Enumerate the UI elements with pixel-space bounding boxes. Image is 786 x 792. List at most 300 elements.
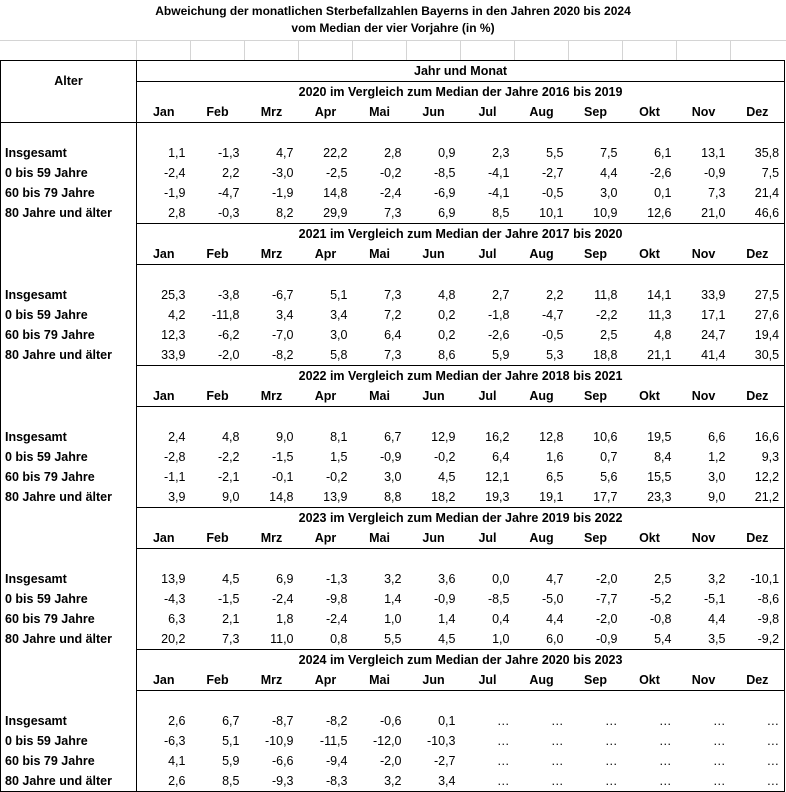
row-label: 0 bis 59 Jahre xyxy=(1,163,137,183)
value-cell: 5,4 xyxy=(654,632,672,646)
value-cell: -0,2 xyxy=(325,470,348,484)
month-header: Jan xyxy=(137,528,191,549)
value-cell: -7,0 xyxy=(271,328,294,342)
value-cell: -10,3 xyxy=(427,734,456,748)
value-cell: -6,2 xyxy=(217,328,240,342)
row-label: Insgesamt xyxy=(1,569,137,589)
month-header: Dez xyxy=(731,528,785,549)
spacer-cell xyxy=(245,549,299,570)
value-cell: 0,4 xyxy=(492,612,510,626)
value-cell: 19,1 xyxy=(539,490,564,504)
spacer-cell xyxy=(407,265,461,286)
value-cell: -6,9 xyxy=(433,186,456,200)
table-body xyxy=(1,61,785,792)
table-row xyxy=(1,751,785,771)
value-cell: … xyxy=(551,734,564,748)
spacer-cell xyxy=(245,265,299,286)
value-cell: -5,0 xyxy=(541,592,564,606)
value-cell: -7,7 xyxy=(595,592,618,606)
row-label: 60 bis 79 Jahre xyxy=(1,325,137,345)
month-header: Aug xyxy=(515,102,569,123)
month-header: Mrz xyxy=(245,528,299,549)
spacer-cell xyxy=(245,407,299,428)
value-cell: … xyxy=(551,754,564,768)
spacer-cell xyxy=(677,265,731,286)
month-header: Mai xyxy=(353,386,407,407)
month-header: Jan xyxy=(137,670,191,691)
value-cell: -10,9 xyxy=(265,734,294,748)
month-header: Feb xyxy=(191,102,245,123)
label-spacer xyxy=(1,549,137,570)
month-header: Nov xyxy=(677,244,731,265)
value-cell: 46,6 xyxy=(731,203,785,224)
value-cell: 14,8 xyxy=(323,186,348,200)
value-cell: 21,2 xyxy=(731,487,785,508)
table-row xyxy=(1,203,785,224)
value-cell: -3,0 xyxy=(271,166,294,180)
value-cell: 0,1 xyxy=(438,714,456,728)
value-cell: -0,2 xyxy=(379,166,402,180)
spacer-cell xyxy=(299,549,353,570)
value-cell: … xyxy=(713,754,726,768)
value-cell: 13,9 xyxy=(161,572,186,586)
label-spacer xyxy=(1,224,137,245)
value-cell: … xyxy=(731,751,785,771)
value-cell: 21,1 xyxy=(647,348,672,362)
value-cell: -2,4 xyxy=(271,592,294,606)
row-label: 60 bis 79 Jahre xyxy=(1,751,137,771)
value-cell: 3,9 xyxy=(168,490,186,504)
month-header: Jul xyxy=(461,244,515,265)
value-cell: 33,9 xyxy=(161,348,186,362)
value-cell: 6,7 xyxy=(384,430,402,444)
table-row xyxy=(1,487,785,508)
spacer-cell xyxy=(407,549,461,570)
row-label: 60 bis 79 Jahre xyxy=(1,467,137,487)
value-cell: 1,8 xyxy=(276,612,294,626)
month-header: Jun xyxy=(407,244,461,265)
value-cell: 18,2 xyxy=(431,490,456,504)
value-cell: 14,8 xyxy=(269,490,294,504)
value-cell: 2,2 xyxy=(222,166,240,180)
value-cell: -0,5 xyxy=(541,186,564,200)
month-header: Jul xyxy=(461,386,515,407)
value-cell: -4,1 xyxy=(487,186,510,200)
row-label: 0 bis 59 Jahre xyxy=(1,305,137,325)
value-cell: 0,9 xyxy=(438,146,456,160)
value-cell: 2,2 xyxy=(546,288,564,302)
spacer-cell xyxy=(137,549,191,570)
label-spacer xyxy=(1,244,137,265)
value-cell: -9,3 xyxy=(245,771,299,792)
value-cell: … xyxy=(551,714,564,728)
spacer-cell xyxy=(353,549,407,570)
value-cell: 0,2 xyxy=(438,328,456,342)
spacer-cell xyxy=(353,265,407,286)
label-spacer xyxy=(1,386,137,407)
table-row xyxy=(1,731,785,751)
column-header-jahr-und-monat: Jahr und Monat xyxy=(137,61,785,82)
month-header: Sep xyxy=(569,386,623,407)
month-header: Dez xyxy=(731,244,785,265)
value-cell: 3,0 xyxy=(600,186,618,200)
value-cell: 6,6 xyxy=(708,430,726,444)
value-cell: 19,5 xyxy=(647,430,672,444)
month-header: Jun xyxy=(407,670,461,691)
row-label: Insgesamt xyxy=(1,427,137,447)
section-title: 2023 im Vergleich zum Median der Jahre 2019 bis 2022 xyxy=(137,508,785,529)
value-cell: -9,4 xyxy=(325,754,348,768)
spacer-cell xyxy=(623,123,677,144)
table-row xyxy=(1,305,785,325)
value-cell: -0,2 xyxy=(433,450,456,464)
table-row xyxy=(1,467,785,487)
spacer-cell xyxy=(515,407,569,428)
month-header: Okt xyxy=(623,244,677,265)
value-cell: -9,2 xyxy=(731,629,785,650)
table-row xyxy=(1,325,785,345)
value-cell: 5,5 xyxy=(384,632,402,646)
value-cell: 2,6 xyxy=(137,771,191,792)
value-cell: 21,4 xyxy=(731,183,785,203)
value-cell: 4,7 xyxy=(546,572,564,586)
month-header: Apr xyxy=(299,528,353,549)
value-cell: 5,1 xyxy=(330,288,348,302)
value-cell: 29,9 xyxy=(323,206,348,220)
month-header: Mai xyxy=(353,244,407,265)
value-cell: 2,4 xyxy=(168,430,186,444)
value-cell: 5,3 xyxy=(546,348,564,362)
table-row xyxy=(1,427,785,447)
month-header: Okt xyxy=(623,528,677,549)
spacer-cell xyxy=(461,265,515,286)
value-cell: 18,8 xyxy=(593,348,618,362)
value-cell: -2,6 xyxy=(487,328,510,342)
value-cell: -8,2 xyxy=(271,348,294,362)
value-cell: 7,3 xyxy=(222,632,240,646)
value-cell: 11,0 xyxy=(270,632,294,646)
value-cell: … xyxy=(731,771,785,792)
value-cell: -0,1 xyxy=(271,470,294,484)
label-spacer xyxy=(1,691,137,712)
value-cell: … xyxy=(659,734,672,748)
value-cell: 8,5 xyxy=(191,771,245,792)
value-cell: -11,8 xyxy=(211,308,240,322)
table-row xyxy=(1,447,785,467)
value-cell: 3,0 xyxy=(330,328,348,342)
spacer-cell xyxy=(299,265,353,286)
title-line-1: Abweichung der monatlichen Sterbefallzahlen Bayerns in den Jahren 2020 bis 2024 xyxy=(155,4,631,18)
value-cell: 16,6 xyxy=(731,427,785,447)
value-cell: 7,2 xyxy=(384,308,402,322)
value-cell: -1,3 xyxy=(217,146,240,160)
spacer-cell xyxy=(407,123,461,144)
spacer-cell xyxy=(677,407,731,428)
spacer-cell xyxy=(137,265,191,286)
value-cell: -0,8 xyxy=(649,612,672,626)
month-header: Nov xyxy=(677,670,731,691)
spacer-cell xyxy=(731,691,785,712)
value-cell: 8,1 xyxy=(330,430,348,444)
value-cell: 0,8 xyxy=(330,632,348,646)
value-cell: 12,2 xyxy=(731,467,785,487)
label-spacer xyxy=(1,670,137,691)
value-cell: 19,3 xyxy=(485,490,510,504)
value-cell: -2,4 xyxy=(325,612,348,626)
row-label: 0 bis 59 Jahre xyxy=(1,589,137,609)
value-cell: -2,1 xyxy=(217,470,240,484)
month-header: Okt xyxy=(623,670,677,691)
value-cell: 24,7 xyxy=(701,328,726,342)
value-cell: 9,0 xyxy=(276,430,294,444)
month-header: Sep xyxy=(569,102,623,123)
table-row xyxy=(1,143,785,163)
value-cell: 6,9 xyxy=(438,206,456,220)
value-cell: 0,2 xyxy=(438,308,456,322)
spacer-cell xyxy=(299,123,353,144)
value-cell: -0,9 xyxy=(433,592,456,606)
month-header: Aug xyxy=(515,670,569,691)
value-cell: -10,1 xyxy=(731,569,785,589)
month-header: Feb xyxy=(191,386,245,407)
value-cell: -4,7 xyxy=(541,308,564,322)
value-cell: 4,1 xyxy=(168,754,186,768)
value-cell: -8,7 xyxy=(271,714,294,728)
value-cell: 11,3 xyxy=(648,308,672,322)
value-cell: 7,5 xyxy=(731,163,785,183)
label-spacer xyxy=(1,366,137,387)
month-header: Dez xyxy=(731,670,785,691)
value-cell: -2,0 xyxy=(217,348,240,362)
value-cell: 35,8 xyxy=(731,143,785,163)
value-cell: 17,7 xyxy=(593,490,618,504)
value-cell: 3,4 xyxy=(407,771,461,792)
value-cell: 3,2 xyxy=(708,572,726,586)
spacer-cell xyxy=(623,407,677,428)
value-cell: 8,5 xyxy=(492,206,510,220)
value-cell: … xyxy=(731,731,785,751)
month-header: Okt xyxy=(623,102,677,123)
value-cell: 4,2 xyxy=(168,308,186,322)
value-cell: … xyxy=(605,754,618,768)
value-cell: 0,1 xyxy=(654,186,672,200)
value-cell: … xyxy=(713,734,726,748)
value-cell: 11,8 xyxy=(594,288,618,302)
spacer-cell xyxy=(353,123,407,144)
spacer-cell xyxy=(191,123,245,144)
spacer-cell xyxy=(569,549,623,570)
spacer-cell xyxy=(191,407,245,428)
value-cell: 2,3 xyxy=(492,146,510,160)
month-header: Mai xyxy=(353,102,407,123)
value-cell: 22,2 xyxy=(323,146,348,160)
value-cell: 2,8 xyxy=(168,206,186,220)
value-cell: 8,4 xyxy=(654,450,672,464)
month-header: Feb xyxy=(191,244,245,265)
table-row xyxy=(1,711,785,731)
value-cell: 8,6 xyxy=(438,348,456,362)
month-header: Jul xyxy=(461,528,515,549)
value-cell: -0,6 xyxy=(379,714,402,728)
value-cell: -9,8 xyxy=(325,592,348,606)
value-cell: 7,5 xyxy=(600,146,618,160)
spacer-cell xyxy=(731,265,785,286)
value-cell: 6,9 xyxy=(276,572,294,586)
value-cell: 2,8 xyxy=(384,146,402,160)
spacer-cell xyxy=(731,549,785,570)
spacer-cell xyxy=(515,691,569,712)
value-cell: … xyxy=(497,734,510,748)
value-cell: 13,9 xyxy=(323,490,348,504)
value-cell: -8,6 xyxy=(731,589,785,609)
spacer-cell xyxy=(245,123,299,144)
month-header: Mrz xyxy=(245,102,299,123)
value-cell: 1,0 xyxy=(492,632,510,646)
value-cell: -1,9 xyxy=(271,186,294,200)
month-header: Mai xyxy=(353,670,407,691)
value-cell: 2,6 xyxy=(168,714,186,728)
spacer-cell xyxy=(515,549,569,570)
value-cell: -4,7 xyxy=(217,186,240,200)
value-cell: 7,3 xyxy=(384,348,402,362)
row-label: Insgesamt xyxy=(1,711,137,731)
value-cell: -3,8 xyxy=(217,288,240,302)
row-label: 80 Jahre und älter xyxy=(1,629,137,650)
spacer-cell xyxy=(353,407,407,428)
spacer-cell xyxy=(623,265,677,286)
value-cell: 1,6 xyxy=(546,450,564,464)
value-cell: 8,2 xyxy=(276,206,294,220)
value-cell: 27,5 xyxy=(731,285,785,305)
value-cell: 21,0 xyxy=(701,206,726,220)
section-title: 2020 im Vergleich zum Median der Jahre 2016 bis 2019 xyxy=(137,82,785,103)
spacer-cell xyxy=(407,691,461,712)
spacer-cell xyxy=(731,407,785,428)
value-cell: 9,0 xyxy=(708,490,726,504)
spacer-cell xyxy=(677,123,731,144)
spacer-cell xyxy=(245,691,299,712)
value-cell: 4,8 xyxy=(438,288,456,302)
value-cell: 1,5 xyxy=(330,450,348,464)
value-cell: … xyxy=(497,754,510,768)
label-spacer xyxy=(1,123,137,144)
value-cell: … xyxy=(605,714,618,728)
value-cell: -1,8 xyxy=(487,308,510,322)
value-cell: 3,0 xyxy=(708,470,726,484)
value-cell: -4,1 xyxy=(487,166,510,180)
value-cell: -0,3 xyxy=(217,206,240,220)
spacer-cell xyxy=(137,407,191,428)
label-spacer xyxy=(1,265,137,286)
value-cell: -2,7 xyxy=(541,166,564,180)
value-cell: -9,8 xyxy=(731,609,785,629)
value-cell: -8,5 xyxy=(433,166,456,180)
section-title: 2024 im Vergleich zum Median der Jahre 2020 bis 2023 xyxy=(137,650,785,671)
table-row xyxy=(1,629,785,650)
month-header: Aug xyxy=(515,244,569,265)
value-cell: -2,0 xyxy=(595,572,618,586)
value-cell: 2,5 xyxy=(600,328,618,342)
month-header: Mrz xyxy=(245,386,299,407)
month-header: Mai xyxy=(353,528,407,549)
spacer-cell xyxy=(299,407,353,428)
month-header: Apr xyxy=(299,670,353,691)
month-header: Nov xyxy=(677,386,731,407)
month-header: Jan xyxy=(137,102,191,123)
table-row xyxy=(1,285,785,305)
spacer-cell xyxy=(191,691,245,712)
table-row xyxy=(1,163,785,183)
value-cell: 5,9 xyxy=(492,348,510,362)
value-cell: … xyxy=(659,714,672,728)
value-cell: 41,4 xyxy=(701,348,726,362)
value-cell: -6,7 xyxy=(271,288,294,302)
month-header: Jan xyxy=(137,386,191,407)
value-cell: 30,5 xyxy=(731,345,785,366)
spacer-cell xyxy=(515,265,569,286)
value-cell: 5,8 xyxy=(330,348,348,362)
month-header: Sep xyxy=(569,528,623,549)
month-header: Apr xyxy=(299,386,353,407)
value-cell: 4,5 xyxy=(438,470,456,484)
month-header: Jul xyxy=(461,670,515,691)
value-cell: 2,1 xyxy=(222,612,240,626)
value-cell: … xyxy=(677,771,731,792)
value-cell: 2,5 xyxy=(654,572,672,586)
value-cell: 6,5 xyxy=(546,470,564,484)
value-cell: 4,4 xyxy=(708,612,726,626)
table-row xyxy=(1,569,785,589)
value-cell: … xyxy=(515,771,569,792)
label-spacer xyxy=(1,528,137,549)
table-row xyxy=(1,589,785,609)
value-cell: 4,5 xyxy=(438,632,456,646)
value-cell: -5,1 xyxy=(703,592,726,606)
value-cell: -1,1 xyxy=(163,470,186,484)
value-cell: 12,9 xyxy=(431,430,456,444)
month-header: Mrz xyxy=(245,670,299,691)
value-cell: 6,0 xyxy=(546,632,564,646)
value-cell: 4,7 xyxy=(276,146,294,160)
month-header: Apr xyxy=(299,102,353,123)
value-cell: … xyxy=(659,754,672,768)
value-cell: -2,4 xyxy=(379,186,402,200)
spacer-cell xyxy=(731,123,785,144)
month-header: Jun xyxy=(407,386,461,407)
value-cell: 3,5 xyxy=(708,632,726,646)
value-cell: 17,1 xyxy=(701,308,726,322)
value-cell: 15,5 xyxy=(647,470,672,484)
value-cell: -2,5 xyxy=(325,166,348,180)
month-header: Apr xyxy=(299,244,353,265)
table-row xyxy=(1,771,785,792)
spacer-cell xyxy=(191,549,245,570)
value-cell: 13,1 xyxy=(701,146,726,160)
value-cell: 5,6 xyxy=(600,470,618,484)
value-cell: 6,3 xyxy=(168,612,186,626)
table-title xyxy=(0,0,786,37)
table-row xyxy=(1,345,785,366)
value-cell: 20,2 xyxy=(161,632,186,646)
title-line-2: vom Median der vier Vorjahre (in %) xyxy=(291,21,495,35)
month-header: Nov xyxy=(677,102,731,123)
value-cell: 25,3 xyxy=(161,288,186,302)
spacer-cell xyxy=(677,549,731,570)
spacer-cell xyxy=(569,691,623,712)
value-cell: -1,3 xyxy=(325,572,348,586)
spacer-cell xyxy=(353,691,407,712)
value-cell: 27,6 xyxy=(731,305,785,325)
